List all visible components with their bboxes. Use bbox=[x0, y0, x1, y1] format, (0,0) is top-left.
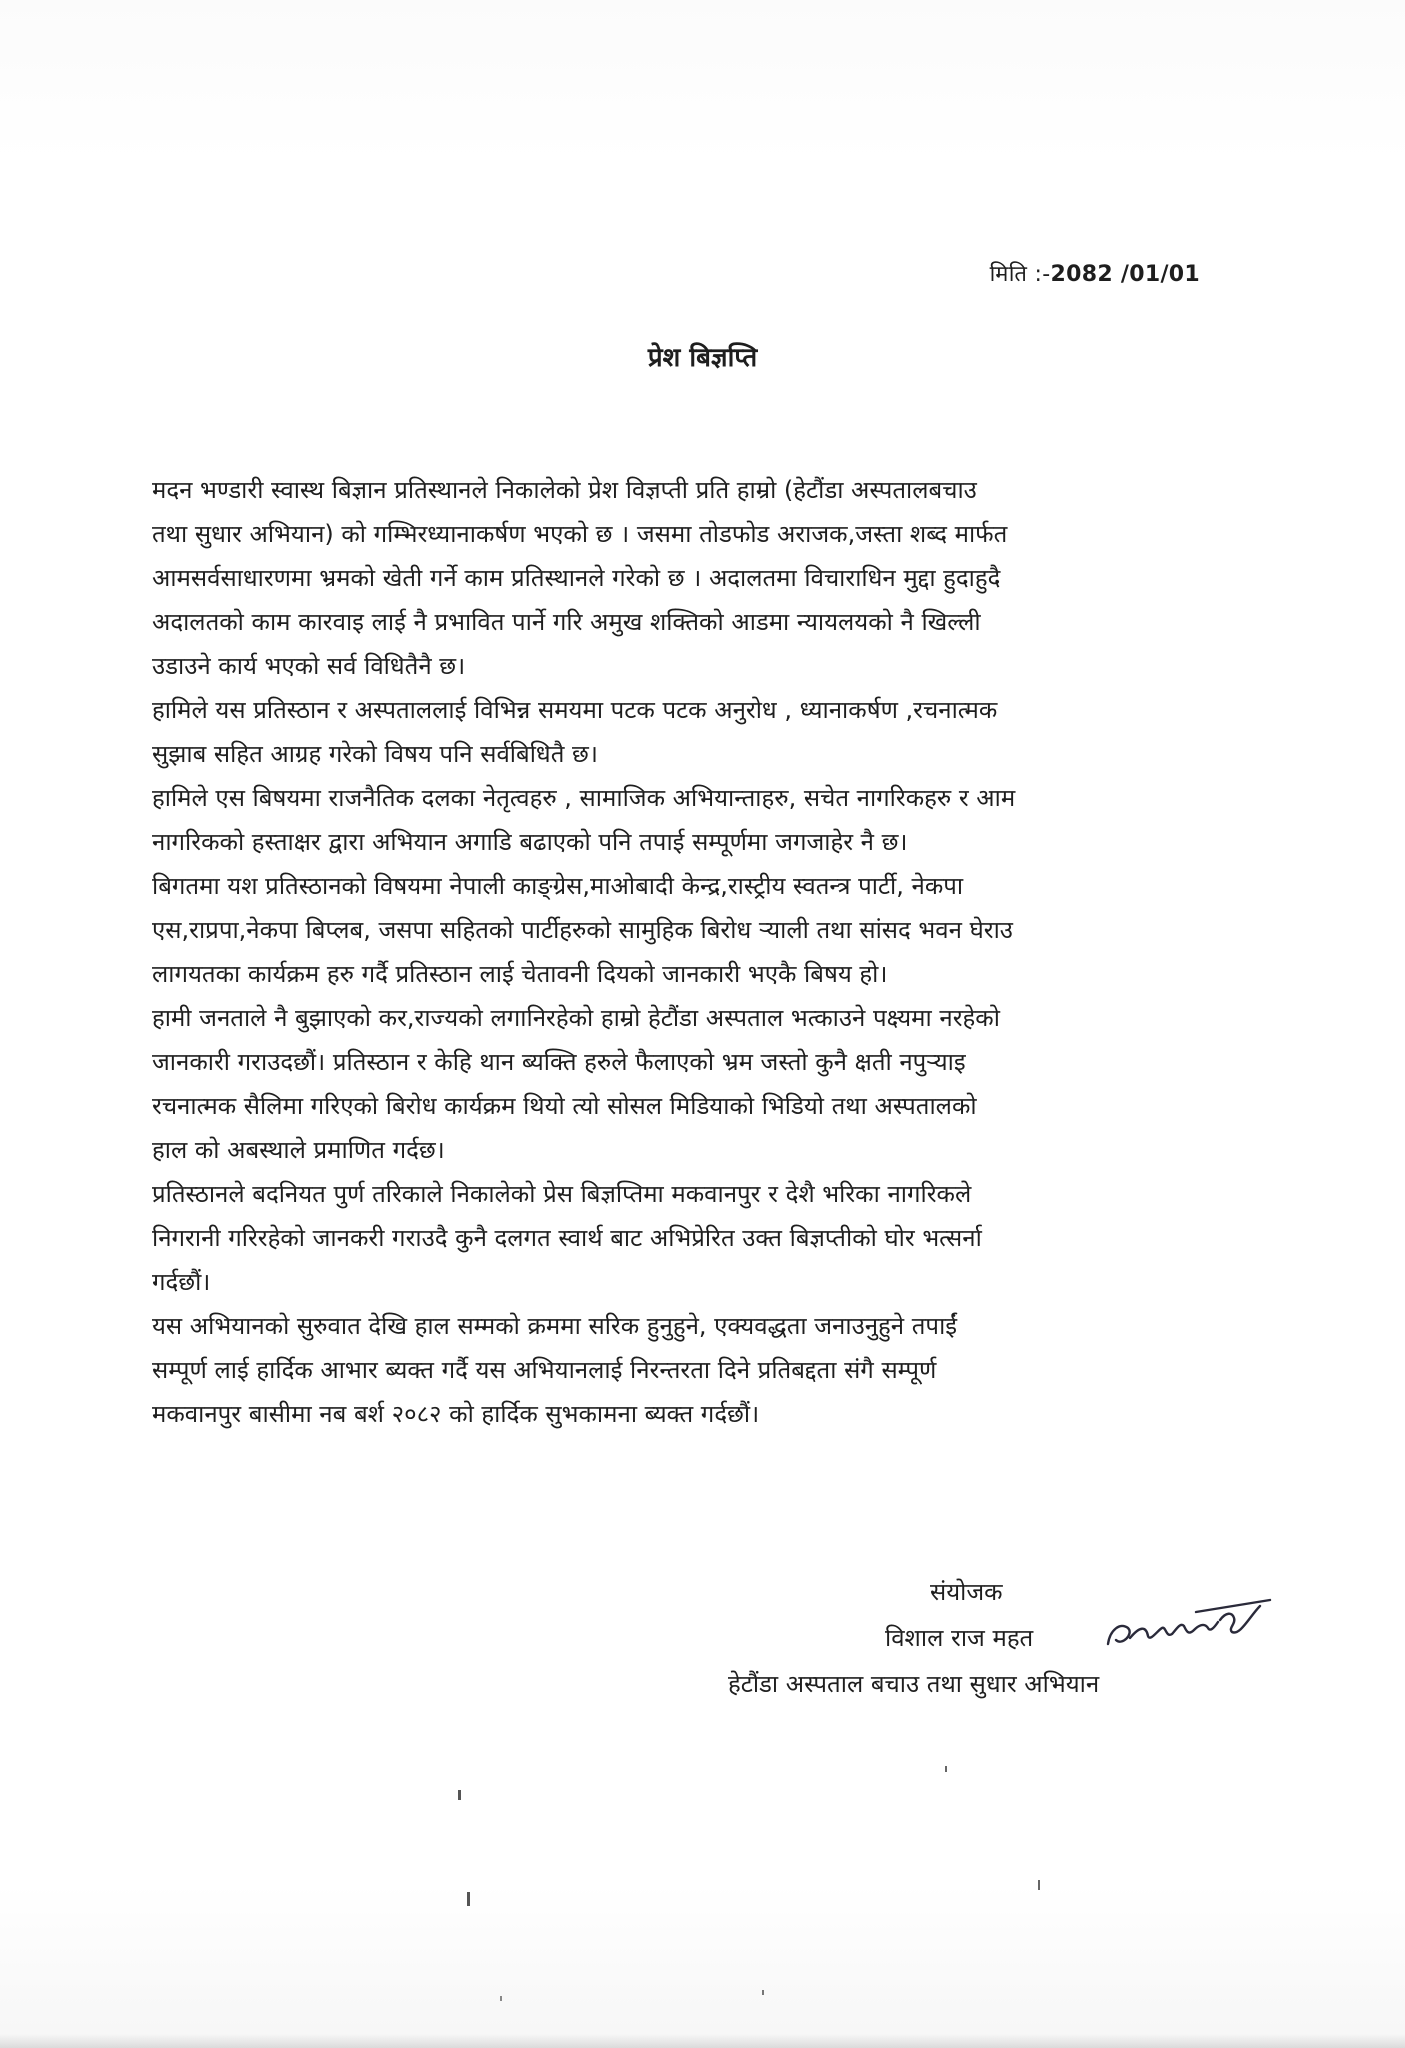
body-line: मदन भण्डारी स्वास्थ बिज्ञान प्रतिस्थानले निकालेको प्रेश विज्ञप्ती प्रति हाम्रो (हेटौंडा अस्पतालबचाउ bbox=[152, 476, 977, 504]
body-line: हामिले यस प्रतिस्ठान र अस्पताललाई विभिन्न समयमा पटक पटक अनुरोध , ध्यानाकर्षण ,रचनात्मक bbox=[152, 696, 998, 724]
body-paragraph bbox=[152, 468, 1252, 688]
document-body bbox=[152, 468, 1252, 1436]
signatory-role: संयोजक bbox=[930, 1578, 1003, 1606]
date-value: 2082 /01/01 bbox=[1050, 262, 1200, 287]
body-line: तथा सुधार अभियान) को गम्भिरध्यानाकर्षण भएको छ । जसमा तोडफोड अराजक,जस्ता शब्द मार्फत bbox=[152, 520, 1008, 548]
body-paragraph bbox=[152, 1172, 1252, 1304]
body-line: यस अभियानको सुरुवात देखि हाल सम्मको क्रममा सरिक हुनुहुने, एक्यवद्धता जनाउनुहुने तपाईं bbox=[152, 1312, 958, 1340]
date-label: मिति :- bbox=[989, 262, 1051, 287]
signature-mark-icon bbox=[1100, 1582, 1280, 1662]
body-line: हामी जनताले नै बुझाएको कर,राज्यको लगानिरहेको हाम्रो हेटौंडा अस्पताल भत्काउने पक्ष्यमा नरहेको bbox=[152, 1004, 1000, 1032]
body-paragraph bbox=[152, 776, 1252, 864]
body-line: गर्दछौं। bbox=[152, 1268, 211, 1296]
body-line: लागयतका कार्यक्रम हरु गर्दै प्रतिस्ठान लाई चेतावनी दियको जानकारी भएकै बिषय हो। bbox=[152, 960, 888, 988]
body-line: सुझाब सहित आग्रह गरेको विषय पनि सर्वबिधितै छ। bbox=[152, 740, 598, 768]
body-line: एस,राप्रपा,नेकपा बिप्लब, जसपा सहितको पार्टीहरुको सामुहिक बिरोध र्‍याली तथा सांसद भवन घेराउ bbox=[152, 916, 1013, 944]
body-line: हाल को अबस्थाले प्रमाणित गर्दछ। bbox=[152, 1136, 445, 1164]
page-bottom-edge bbox=[0, 2034, 1405, 2048]
signatory-name: विशाल राज महत bbox=[885, 1624, 1034, 1652]
body-line: नागरिकको हस्ताक्षर द्वारा अभियान अगाडि बढाएको पनि तपाई सम्पूर्णमा जगजाहेर नै छ। bbox=[152, 828, 908, 856]
body-paragraph bbox=[152, 996, 1252, 1172]
body-line: मकवानपुर बासीमा नब बर्श २०८२ को हार्दिक सुभकामना ब्यक्त गर्दछौं। bbox=[152, 1400, 760, 1428]
body-line: रचनात्मक सैलिमा गरिएको बिरोध कार्यक्रम थियो त्यो सोसल मिडियाको भिडियो तथा अस्पतालको bbox=[152, 1092, 977, 1120]
body-line: निगरानी गरिरहेको जानकरी गराउदै कुनै दलगत स्वार्थ बाट अभिप्रेरित उक्त बिज्ञप्तीको घोर भत्सर्ना bbox=[152, 1224, 982, 1252]
body-line: उडाउने कार्य भएको सर्व विधितैनै छ। bbox=[152, 652, 466, 680]
body-paragraph bbox=[152, 1304, 1252, 1436]
body-line: प्रतिस्ठानले बदनियत पुर्ण तरिकाले निकालेको प्रेस बिज्ञप्तिमा मकवानपुर र देशै भरिका नागरिकले bbox=[152, 1180, 972, 1208]
body-line: आमसर्वसाधारणमा भ्रमको खेती गर्ने काम प्रतिस्थानले गरेको छ । अदालतमा विचाराधिन मुद्दा हुदाहुदै bbox=[152, 564, 1001, 592]
body-line: अदालतको काम कारवाइ लाई नै प्रभावित पार्ने गरि अमुख शक्तिको आडमा न्यायलयको नै खिल्ली bbox=[152, 608, 981, 636]
document-title: प्रेश बिज्ञप्ति bbox=[647, 343, 758, 373]
body-line: जानकारी गराउदछौं। प्रतिस्ठान र केहि थान ब्यक्ति हरुले फैलाएको भ्रम जस्तो कुनै क्षती नपुर्‍याइ bbox=[152, 1048, 966, 1076]
signatory-organization: हेटौंडा अस्पताल बचाउ तथा सुधार अभियान bbox=[728, 1670, 1100, 1698]
body-line: सम्पूर्ण लाई हार्दिक आभार ब्यक्त गर्दै यस अभियानलाई निरन्तरता दिने प्रतिबद्दता संगै सम्पूर्ण bbox=[152, 1356, 937, 1384]
body-paragraph bbox=[152, 688, 1252, 776]
document-date bbox=[990, 258, 1200, 288]
body-line: हामिले एस बिषयमा राजनैतिक दलका नेतृत्वहरु , सामाजिक अभियान्ताहरु, सचेत नागरिकहरु र आम bbox=[152, 784, 1016, 812]
body-line: बिगतमा यश प्रतिस्ठानको विषयमा नेपाली काङ्ग्रेस,माओबादी केन्द्र,रास्ट्रीय स्वतन्त्र पार्टी, नेकपा bbox=[152, 872, 964, 900]
body-paragraph bbox=[152, 864, 1252, 996]
